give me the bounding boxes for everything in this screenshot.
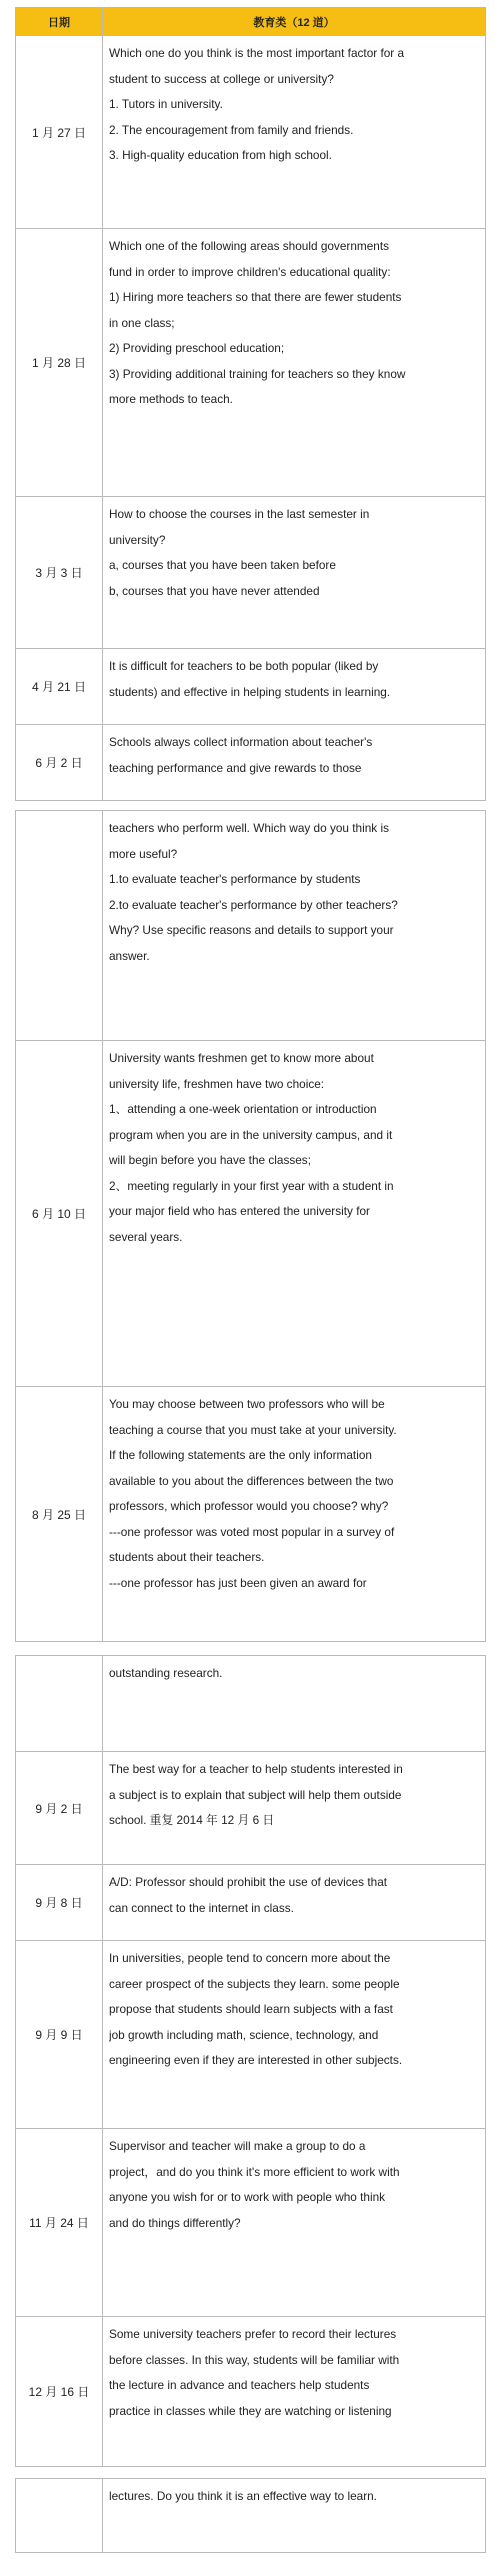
row-content [103, 1387, 486, 1642]
content-line: You may choose between two professors who will be [109, 1397, 385, 1411]
content-line: in one class; [109, 315, 175, 330]
content-line: 1、attending a one-week orientation or introduction [109, 1102, 377, 1116]
content-line: University wants freshmen get to know more about [109, 1051, 374, 1065]
row-content [103, 2129, 486, 2317]
row-content [103, 1752, 486, 1865]
row-content [103, 1041, 486, 1387]
table-row [16, 1041, 486, 1387]
content-line: lectures. Do you think it is an effective way to learn. [109, 2489, 377, 2503]
content-line: professors, which professor would you choose? why? [109, 1499, 389, 1513]
content-line: 1) Hiring more teachers so that there are fewer students [109, 290, 402, 304]
content-line: a, courses that you have been taken before [109, 558, 336, 572]
row-date: 9 月 8 日 [16, 1865, 103, 1941]
content-line: Why? Use specific reasons and details to support your [109, 923, 394, 937]
content-line: ---one professor has just been given an award for [109, 1575, 367, 1590]
row-date: 11 月 24 日 [16, 2129, 103, 2317]
row-content [103, 36, 486, 229]
content-line: The best way for a teacher to help students interested in [109, 1762, 403, 1776]
content-line: Which one of the following areas should governments [109, 239, 390, 253]
content-line: Some university teachers prefer to record their lectures [109, 2327, 397, 2341]
content-line: teaching a course that you must take at your university. [109, 1422, 397, 1437]
table-row [16, 811, 486, 1041]
content-line [109, 1687, 480, 1713]
content-line: university? [109, 532, 166, 547]
table-row [16, 2479, 486, 2553]
content-line: 2.to evaluate teacher's performance by other teachers? [109, 897, 398, 912]
row-date: 9 月 2 日 [16, 1752, 103, 1865]
content-line: fund in order to improve children's educational quality: [109, 264, 391, 279]
content-line: more useful? [109, 846, 178, 861]
content-line: school. 重复 2014 年 12 月 6 日 [109, 1813, 275, 1827]
content-line: job growth including math, science, technology, and [109, 2027, 379, 2042]
table-row [16, 36, 486, 229]
content-line: practice in classes while they are watching or listening [109, 2403, 392, 2418]
content-line: 1.to evaluate teacher's performance by students [109, 872, 361, 886]
header-date: 日期 [16, 8, 103, 36]
content-line: ---one professor was voted most popular in a survey of [109, 1524, 395, 1539]
content-line: the lecture in advance and teachers help students [109, 2378, 370, 2392]
content-line: can connect to the internet in class. [109, 1900, 294, 1915]
table-row [16, 1656, 486, 1752]
content-line: 2. The encouragement from family and friends. [109, 122, 354, 137]
row-date: 6 月 10 日 [16, 1041, 103, 1387]
content-line: project，and do you think it's more efficient to work with [109, 2164, 400, 2179]
content-line: teachers who perform well. Which way do you think is [109, 821, 389, 835]
content-line: engineering even if they are interested in other subjects. [109, 2053, 403, 2067]
table-row [16, 725, 486, 801]
row-content [103, 229, 486, 497]
table-row [16, 1865, 486, 1941]
content-line: Schools always collect information about teacher's [109, 735, 373, 749]
table-row [16, 2317, 486, 2467]
row-date: 6 月 2 日 [16, 725, 103, 801]
row-date: 9 月 9 日 [16, 1941, 103, 2129]
content-line: teaching performance and give rewards to those [109, 760, 362, 775]
content-line: available to you about the differences between the two [109, 1473, 394, 1488]
content-line: How to choose the courses in the last semester in [109, 507, 370, 521]
row-content [103, 497, 486, 649]
content-line: your major field who has entered the university for [109, 1204, 370, 1218]
table-row [16, 497, 486, 649]
row-content [103, 649, 486, 725]
content-line: program when you are in the university campus, and it [109, 1127, 393, 1142]
content-line: before classes. In this way, students will be familiar with [109, 2352, 400, 2367]
content-line: students about their teachers. [109, 1550, 265, 1564]
content-line: 2) Providing preschool education; [109, 341, 285, 355]
row-date [16, 2479, 103, 2553]
content-line: 3. High-quality education from high school. [109, 148, 332, 162]
row-content [103, 1865, 486, 1941]
content-line: If the following statements are the only information [109, 1448, 372, 1462]
row-content [103, 1941, 486, 2129]
content-line: anyone you wish for or to work with people who think [109, 2190, 386, 2204]
content-line: career prospect of the subjects they learn. some people [109, 1976, 400, 1991]
row-content [103, 2479, 486, 2553]
row-date: 3 月 3 日 [16, 497, 103, 649]
row-date [16, 811, 103, 1041]
content-line: answer. [109, 948, 150, 963]
content-line: and do things differently? [109, 2215, 241, 2230]
row-date: 1 月 28 日 [16, 229, 103, 497]
header-topic: 教育类（12 道） [103, 8, 486, 36]
row-date: 1 月 27 日 [16, 36, 103, 229]
content-line: will begin before you have the classes; [109, 1153, 311, 1167]
content-line: several years. [109, 1229, 183, 1244]
content-line: 2、meeting regularly in your first year with a student in [109, 1178, 394, 1193]
content-line: propose that students should learn subjects with a fast [109, 2002, 393, 2016]
content-line: A/D: Professor should prohibit the use of devices that [109, 1875, 388, 1889]
row-date: 12 月 16 日 [16, 2317, 103, 2467]
table-page-2 [15, 810, 486, 1642]
content-line: students) and effective in helping students in learning. [109, 684, 391, 699]
content-line [109, 2236, 480, 2262]
table-row [16, 649, 486, 725]
table-header-row [16, 8, 486, 36]
table-page-3 [15, 1655, 486, 2467]
row-date [16, 1656, 103, 1752]
content-line: student to success at college or university? [109, 71, 334, 86]
row-content [103, 1656, 486, 1752]
content-line: b, courses that you have never attended [109, 583, 320, 598]
content-line: Which one do you think is the most important factor for a [109, 46, 405, 60]
content-line: a subject is to explain that subject will help them outside [109, 1787, 402, 1802]
row-content [103, 725, 486, 801]
content-line: 1. Tutors in university. [109, 97, 223, 111]
row-content [103, 2317, 486, 2467]
row-date: 8 月 25 日 [16, 1387, 103, 1642]
table-row [16, 1752, 486, 1865]
row-content [103, 811, 486, 1041]
table-row [16, 2129, 486, 2317]
content-line: It is difficult for teachers to be both popular (liked by [109, 659, 379, 673]
content-line: In universities, people tend to concern more about the [109, 1951, 391, 1965]
row-date: 4 月 21 日 [16, 649, 103, 725]
table-page-1 [15, 7, 486, 801]
content-line: 3) Providing additional training for teachers so they know [109, 366, 406, 381]
table-row [16, 1941, 486, 2129]
content-line: Supervisor and teacher will make a group to do a [109, 2139, 366, 2153]
content-line: outstanding research. [109, 1666, 223, 1680]
table-row [16, 1387, 486, 1642]
table-page-4 [15, 2478, 486, 2553]
content-line: more methods to teach. [109, 392, 233, 406]
table-row [16, 229, 486, 497]
content-line: university life, freshmen have two choice: [109, 1076, 325, 1091]
